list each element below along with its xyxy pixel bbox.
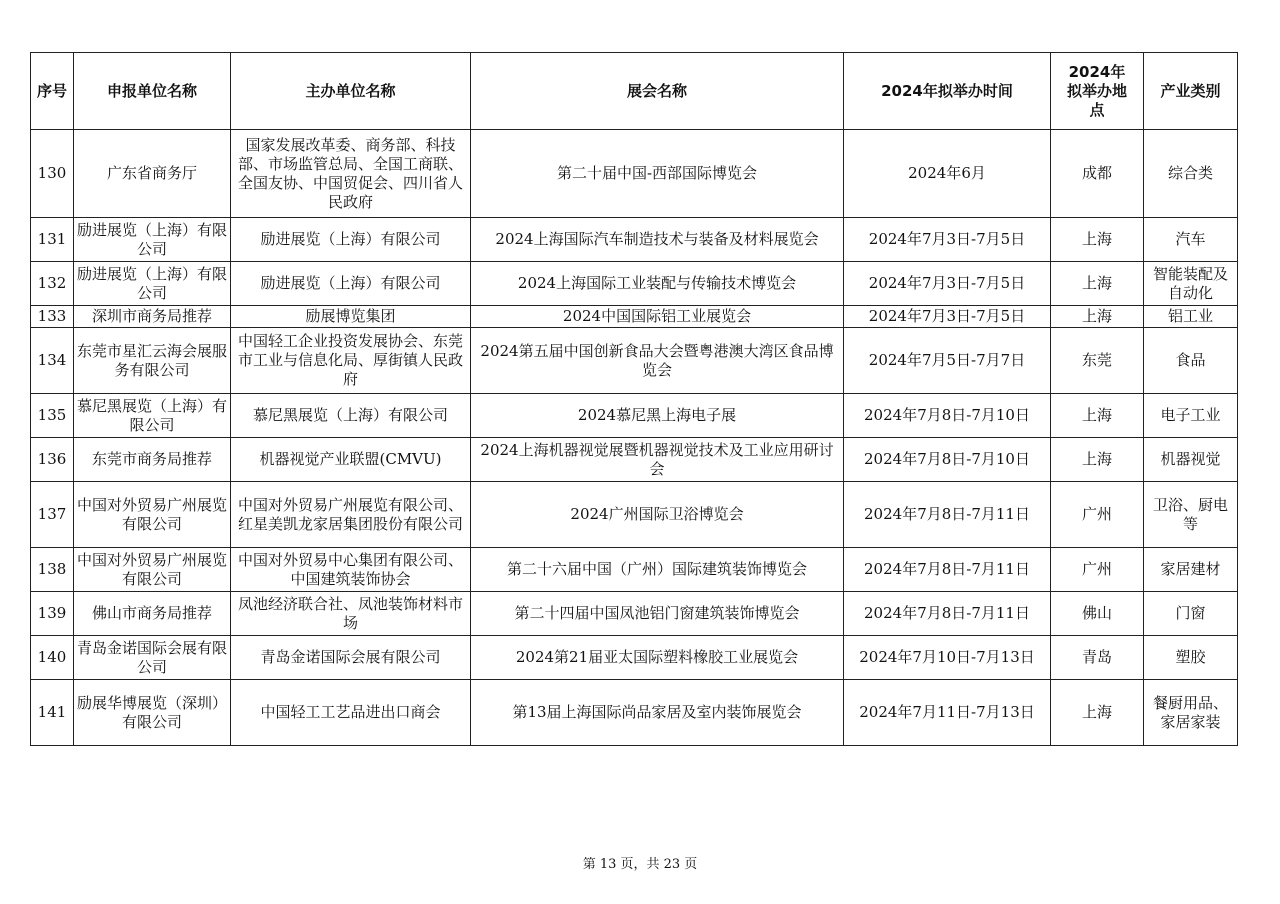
cell-date: 2024年7月3日-7月5日 xyxy=(844,262,1051,306)
cell-location: 上海 xyxy=(1051,218,1144,262)
cell-index: 136 xyxy=(31,438,74,482)
cell-industry: 家居建材 xyxy=(1144,548,1238,592)
exhibition-table xyxy=(30,52,1238,746)
cell-organizer: 中国对外贸易中心集团有限公司、中国建筑装饰协会 xyxy=(231,548,471,592)
page-footer: 第 13 页，共 23 页 xyxy=(582,857,698,872)
cell-organizer: 慕尼黑展览（上海）有限公司 xyxy=(231,394,471,438)
cell-location: 成都 xyxy=(1051,130,1144,218)
cell-location: 东莞 xyxy=(1051,328,1144,394)
cell-organizer: 中国轻工工艺品进出口商会 xyxy=(231,680,471,746)
cell-date: 2024年7月11日-7月13日 xyxy=(844,680,1051,746)
cell-location: 上海 xyxy=(1051,306,1144,328)
cell-organizer: 凤池经济联合社、凤池装饰材料市场 xyxy=(231,592,471,636)
cell-index: 130 xyxy=(31,130,74,218)
cell-industry: 机器视觉 xyxy=(1144,438,1238,482)
table-row xyxy=(31,482,1238,548)
cell-index: 132 xyxy=(31,262,74,306)
header-date: 2024年拟举办时间 xyxy=(844,53,1051,130)
cell-date: 2024年7月5日-7月7日 xyxy=(844,328,1051,394)
cell-date: 2024年7月8日-7月10日 xyxy=(844,394,1051,438)
cell-organizer: 励进展览（上海）有限公司 xyxy=(231,218,471,262)
table-row xyxy=(31,306,1238,328)
cell-organizer: 励进展览（上海）有限公司 xyxy=(231,262,471,306)
cell-index: 133 xyxy=(31,306,74,328)
cell-location: 上海 xyxy=(1051,394,1144,438)
cell-industry: 餐厨用品、家居家装 xyxy=(1144,680,1238,746)
cell-organizer: 机器视觉产业联盟(CMVU) xyxy=(231,438,471,482)
cell-location: 上海 xyxy=(1051,438,1144,482)
cell-industry: 电子工业 xyxy=(1144,394,1238,438)
table-row xyxy=(31,680,1238,746)
cell-industry: 汽车 xyxy=(1144,218,1238,262)
cell-date: 2024年7月8日-7月11日 xyxy=(844,592,1051,636)
table-header-row xyxy=(31,53,1238,130)
header-industry: 产业类别 xyxy=(1144,53,1238,130)
table-row xyxy=(31,636,1238,680)
header-applicant: 申报单位名称 xyxy=(74,53,231,130)
cell-date: 2024年6月 xyxy=(844,130,1051,218)
cell-date: 2024年7月10日-7月13日 xyxy=(844,636,1051,680)
cell-location: 青岛 xyxy=(1051,636,1144,680)
cell-industry: 食品 xyxy=(1144,328,1238,394)
cell-industry: 铝工业 xyxy=(1144,306,1238,328)
cell-applicant: 东莞市商务局推荐 xyxy=(74,438,231,482)
cell-index: 139 xyxy=(31,592,74,636)
cell-index: 140 xyxy=(31,636,74,680)
cell-index: 135 xyxy=(31,394,74,438)
cell-exhibition: 第二十六届中国（广州）国际建筑装饰博览会 xyxy=(471,548,844,592)
table-row xyxy=(31,394,1238,438)
cell-applicant: 慕尼黑展览（上海）有限公司 xyxy=(74,394,231,438)
cell-applicant: 励进展览（上海）有限公司 xyxy=(74,218,231,262)
cell-date: 2024年7月8日-7月10日 xyxy=(844,438,1051,482)
table-row xyxy=(31,218,1238,262)
cell-exhibition: 2024上海机器视觉展暨机器视觉技术及工业应用研讨会 xyxy=(471,438,844,482)
header-index: 序号 xyxy=(31,53,74,130)
cell-exhibition: 2024中国国际铝工业展览会 xyxy=(471,306,844,328)
cell-applicant: 广东省商务厅 xyxy=(74,130,231,218)
header-organizer: 主办单位名称 xyxy=(231,53,471,130)
header-location: 2024年拟举办地点 xyxy=(1051,53,1144,130)
cell-exhibition: 第13届上海国际尚品家居及室内装饰展览会 xyxy=(471,680,844,746)
cell-industry: 智能装配及自动化 xyxy=(1144,262,1238,306)
table-row xyxy=(31,592,1238,636)
table-row xyxy=(31,548,1238,592)
cell-organizer: 中国对外贸易广州展览有限公司、红星美凯龙家居集团股份有限公司 xyxy=(231,482,471,548)
cell-location: 广州 xyxy=(1051,548,1144,592)
cell-index: 131 xyxy=(31,218,74,262)
cell-exhibition: 第二十届中国-西部国际博览会 xyxy=(471,130,844,218)
cell-exhibition: 2024第21届亚太国际塑料橡胶工业展览会 xyxy=(471,636,844,680)
cell-industry: 综合类 xyxy=(1144,130,1238,218)
cell-applicant: 励展华博展览（深圳）有限公司 xyxy=(74,680,231,746)
cell-organizer: 青岛金诺国际会展有限公司 xyxy=(231,636,471,680)
cell-index: 141 xyxy=(31,680,74,746)
cell-date: 2024年7月8日-7月11日 xyxy=(844,482,1051,548)
cell-exhibition: 第二十四届中国凤池铝门窗建筑装饰博览会 xyxy=(471,592,844,636)
cell-applicant: 励进展览（上海）有限公司 xyxy=(74,262,231,306)
cell-applicant: 青岛金诺国际会展有限公司 xyxy=(74,636,231,680)
cell-exhibition: 2024上海国际汽车制造技术与装备及材料展览会 xyxy=(471,218,844,262)
cell-date: 2024年7月3日-7月5日 xyxy=(844,218,1051,262)
cell-industry: 卫浴、厨电等 xyxy=(1144,482,1238,548)
cell-date: 2024年7月8日-7月11日 xyxy=(844,548,1051,592)
cell-applicant: 佛山市商务局推荐 xyxy=(74,592,231,636)
cell-location: 上海 xyxy=(1051,262,1144,306)
header-exhibition: 展会名称 xyxy=(471,53,844,130)
cell-organizer: 国家发展改革委、商务部、科技部、市场监管总局、全国工商联、全国友协、中国贸促会、四川省人民政府 xyxy=(231,130,471,218)
cell-applicant: 东莞市星汇云海会展服务有限公司 xyxy=(74,328,231,394)
table-row xyxy=(31,262,1238,306)
cell-applicant: 深圳市商务局推荐 xyxy=(74,306,231,328)
cell-industry: 塑胶 xyxy=(1144,636,1238,680)
cell-exhibition: 2024上海国际工业装配与传输技术博览会 xyxy=(471,262,844,306)
cell-industry: 门窗 xyxy=(1144,592,1238,636)
cell-location: 佛山 xyxy=(1051,592,1144,636)
cell-applicant: 中国对外贸易广州展览有限公司 xyxy=(74,548,231,592)
cell-organizer: 励展博览集团 xyxy=(231,306,471,328)
table-row xyxy=(31,130,1238,218)
cell-applicant: 中国对外贸易广州展览有限公司 xyxy=(74,482,231,548)
cell-organizer: 中国轻工企业投资发展协会、东莞市工业与信息化局、厚街镇人民政府 xyxy=(231,328,471,394)
cell-index: 138 xyxy=(31,548,74,592)
cell-date: 2024年7月3日-7月5日 xyxy=(844,306,1051,328)
cell-index: 134 xyxy=(31,328,74,394)
cell-location: 广州 xyxy=(1051,482,1144,548)
cell-exhibition: 2024第五届中国创新食品大会暨粤港澳大湾区食品博览会 xyxy=(471,328,844,394)
table-row xyxy=(31,328,1238,394)
cell-index: 137 xyxy=(31,482,74,548)
cell-exhibition: 2024慕尼黑上海电子展 xyxy=(471,394,844,438)
cell-exhibition: 2024广州国际卫浴博览会 xyxy=(471,482,844,548)
table-row xyxy=(31,438,1238,482)
cell-location: 上海 xyxy=(1051,680,1144,746)
